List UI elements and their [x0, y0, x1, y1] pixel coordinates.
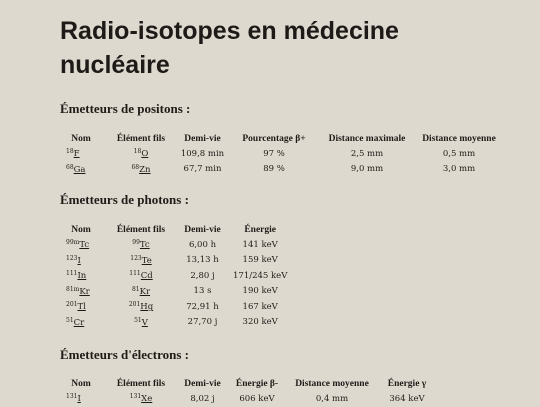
col-header: Distance moyenne — [295, 378, 369, 389]
col-header: Nom — [71, 133, 91, 144]
page-title-line1: Radio-isotopes en médecine — [60, 17, 399, 45]
table-row — [60, 284, 295, 300]
positrons-table — [60, 131, 507, 177]
half-life: 8,02 j — [190, 393, 215, 404]
daughter-element: $^{68}$Zn — [131, 163, 151, 175]
table-row — [60, 146, 507, 162]
daughter-element: $^{123}$Te — [130, 254, 152, 266]
beta-minus-energy: 606 keV — [239, 393, 275, 404]
table-row — [60, 315, 295, 331]
mean-distance: 3,0 mm — [442, 164, 476, 175]
isotope-name: $^{99m}$Tc — [66, 239, 90, 251]
mean-distance: 0,4 mm — [315, 393, 349, 404]
isotope-name: $^{111}$In — [66, 270, 87, 282]
beta-plus-percentage: 97 % — [263, 148, 285, 159]
photons-table — [60, 222, 295, 330]
isotope-name: $^{18}$F — [66, 148, 80, 160]
half-life: 109,8 min — [180, 148, 225, 159]
energy: 167 keV — [242, 301, 278, 312]
beta-plus-percentage: 89 % — [263, 164, 285, 175]
half-life: 72,91 h — [186, 301, 219, 312]
daughter-element: $^{201}$Hg — [128, 301, 154, 313]
col-header: Distance moyenne — [422, 133, 496, 144]
max-distance: 2,5 mm — [350, 148, 384, 159]
mean-distance: 0,5 mm — [442, 148, 476, 159]
half-life: 13 s — [193, 286, 212, 297]
col-header: Distance maximale — [328, 133, 406, 144]
table-row — [60, 299, 295, 315]
col-header: Énergie γ — [387, 378, 427, 389]
table-row — [60, 253, 295, 269]
daughter-element: $^{18}$O — [133, 148, 149, 160]
col-header: Nom — [71, 224, 91, 235]
table-row — [60, 237, 295, 253]
col-header: Énergie β- — [235, 378, 279, 389]
gamma-energy: 364 keV — [389, 393, 425, 404]
energy: 141 keV — [242, 239, 278, 250]
energy: 190 keV — [242, 286, 278, 297]
table-row — [60, 391, 439, 407]
col-header: Demi-vie — [184, 378, 221, 389]
half-life: 6,00 h — [188, 239, 217, 250]
electrons-table — [60, 376, 439, 407]
energy: 320 keV — [242, 317, 278, 328]
electrons-heading: Émetteurs d'électrons : — [60, 347, 190, 362]
half-life: 67,7 min — [183, 164, 222, 175]
col-header: Énergie — [244, 224, 276, 235]
isotope-name: $^{51}$Cr — [66, 316, 85, 328]
page-title — [60, 14, 530, 82]
col-header: Nom — [71, 378, 91, 389]
isotope-name: $^{201}$Tl — [66, 301, 86, 313]
table-row — [60, 268, 295, 284]
isotope-name: $^{81m}$Kr — [66, 285, 90, 297]
isotope-name: $^{68}$Ga — [66, 163, 86, 175]
col-header: Élément fils — [116, 378, 166, 389]
daughter-element: $^{99}$Tc — [132, 239, 150, 251]
energy: 159 keV — [242, 255, 278, 266]
daughter-element: $^{111}$Cd — [129, 270, 153, 282]
max-distance: 9,0 mm — [350, 164, 384, 175]
daughter-element: $^{51}$V — [134, 316, 148, 328]
col-header: Élément fils — [116, 133, 166, 144]
half-life: 13,13 h — [186, 255, 219, 266]
isotope-name: $^{131}$I — [66, 393, 81, 405]
col-header: Demi-vie — [184, 133, 221, 144]
daughter-element: $^{81}$Kr — [131, 285, 151, 297]
energy: 171/245 keV — [233, 270, 288, 281]
isotope-name: $^{123}$I — [66, 254, 81, 266]
daughter-element: $^{131}$Xe — [129, 393, 153, 405]
col-header: Pourcentage β+ — [242, 133, 306, 144]
half-life: 2,80 j — [190, 270, 215, 281]
photons-heading: Émetteurs de photons : — [60, 192, 189, 207]
page-title-line2: nucléaire — [60, 51, 170, 79]
table-row — [60, 162, 507, 178]
half-life: 27,70 j — [187, 317, 218, 328]
positrons-heading: Émetteurs de positons : — [60, 101, 191, 116]
col-header: Demi-vie — [184, 224, 221, 235]
col-header: Élément fils — [116, 224, 166, 235]
page — [60, 14, 530, 405]
